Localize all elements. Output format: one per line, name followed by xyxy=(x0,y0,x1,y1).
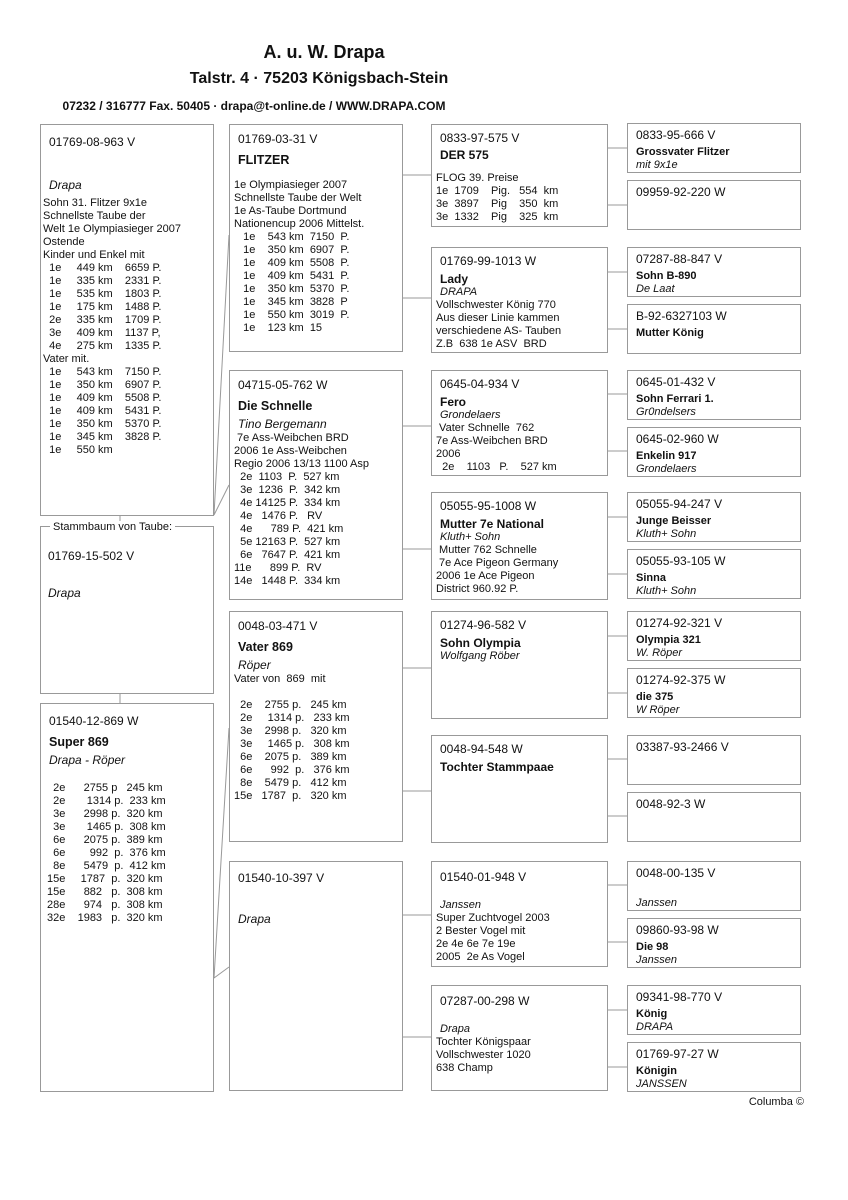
performance-text: Vater Schnelle 762 7e Ass-Weibchen BRD 2006 2e 1103 P. 527 km xyxy=(436,422,557,473)
breeder-name: Janssen xyxy=(636,954,677,966)
ring-number: 05055-95-1008 W xyxy=(440,499,537,513)
pigeon-name: Die 98 xyxy=(636,941,669,953)
ring-number: 0645-01-432 V xyxy=(636,375,716,389)
breeder-name: Drapa xyxy=(238,912,271,926)
pedigree-g4-box-8 xyxy=(627,611,801,661)
pedigree-g3-box-5 xyxy=(431,735,608,843)
copyright-footer: Columba © xyxy=(748,1096,804,1108)
performance-text: Mutter 762 Schnelle 7e Ace Pigeon Germany 2006 1e Ace Pigeon District 960.92 P. xyxy=(436,544,559,595)
ring-number: 0833-95-666 V xyxy=(636,128,716,142)
pedigree-g3-box-0 xyxy=(431,124,608,227)
ring-number: 01769-15-502 V xyxy=(48,549,135,563)
pigeon-name: Die Schnelle xyxy=(238,399,313,413)
breeder-name: Janssen xyxy=(440,899,481,911)
breeder-contact: 07232 / 316777 Fax. 50405 · drapa@t-online.de / WWW.DRAPA.COM xyxy=(62,99,446,113)
ring-number: B-92-6327103 W xyxy=(636,309,727,323)
breeder-name: Röper xyxy=(238,658,271,672)
performance-text: 1e Olympiasieger 2007 Schnellste Taube der Welt 1e As-Taube Dortmund Nationencup 2006 Mittelst. 1e 543 km 7150 P. 1e 350 km 6907 P. 1e 409 km 5508 P. 1e 409 km 5431 P. 1e 350 km 5370 P. 1e 345 km 3828 P 1e 550 km 3019 P. 1e 123 km 15 xyxy=(234,179,365,334)
breeder-name: Janssen xyxy=(636,897,677,909)
pigeon-name: DER 575 xyxy=(440,148,489,162)
pigeon-name: König xyxy=(636,1008,668,1020)
pigeon-name: Junge Beisser xyxy=(636,515,712,527)
pigeon-name: Königin xyxy=(636,1065,677,1077)
pedigree-g4-box-12 xyxy=(627,861,801,911)
ring-number: 0048-92-3 W xyxy=(636,797,706,811)
pigeon-name: Sohn Olympia xyxy=(440,636,521,650)
pedigree-g4-box-11 xyxy=(627,792,801,842)
breeder-name: Kluth+ Sohn xyxy=(440,531,501,543)
pedigree-g4-box-1 xyxy=(627,180,801,230)
pedigree-g2-box-1 xyxy=(229,370,403,600)
pedigree-g4-box-0 xyxy=(627,123,801,173)
pigeon-name: Mutter 7e National xyxy=(440,517,545,531)
connector-main-sire xyxy=(214,235,229,515)
pedigree-g2-box-0 xyxy=(229,124,403,352)
ring-number: 01769-08-963 V xyxy=(49,135,136,149)
ring-number: 0645-02-960 W xyxy=(636,432,719,446)
ring-number: 01540-10-397 V xyxy=(238,871,325,885)
breeder-name: Grondelaers xyxy=(636,463,697,475)
pedigree-g3-box-1 xyxy=(431,247,608,353)
pedigree-g3-box-2 xyxy=(431,370,608,476)
pigeon-name: Fero xyxy=(440,395,467,409)
pedigree-sire-box xyxy=(40,124,214,516)
performance-text: Sohn 31. Flitzer 9x1e Schnellste Taube der Welt 1e Olympiasieger 2007 Ostende Kinder und Enkel mit 1e 449 km 6659 P. 1e 335 km 2331 P. 1e 535 km 1803 P. 1e 175 km 1488 P. 2e 335 km 1709 P. 3e 409 km 1137 P, 4e 275 km 1335 P. Vater mit. 1e 543 km 7150 P. 1e 350 km 6907 P. 1e 409 km 5508 P. 1e 409 km 5431 P. 1e 350 km 5370 P. 1e 345 km 3828 P. 1e 550 km xyxy=(43,197,181,456)
pedigree-g4-box-15 xyxy=(627,1042,801,1092)
ring-number: 04715-05-762 W xyxy=(238,378,328,392)
pedigree-g3-box-7 xyxy=(431,985,608,1091)
pedigree-g4-box-14 xyxy=(627,985,801,1035)
breeder-name: W. Röper xyxy=(636,647,683,659)
pedigree-g3-box-6 xyxy=(431,861,608,967)
breeder-name: W Röper xyxy=(636,704,680,716)
ring-number: 01540-01-948 V xyxy=(440,870,527,884)
pigeon-name: Grossvater Flitzer xyxy=(636,146,730,158)
breeder-name: Drapa xyxy=(49,178,82,192)
pigeon-name: Olympia 321 xyxy=(636,634,701,646)
breeder-name: DRAPA xyxy=(636,1021,674,1033)
ring-number: 07287-88-847 V xyxy=(636,252,723,266)
pedigree-g4-box-6 xyxy=(627,492,801,542)
breeder-name: Kluth+ Sohn xyxy=(636,585,697,597)
pedigree-g2-box-2 xyxy=(229,611,403,842)
pedigree-g4-box-13 xyxy=(627,918,801,968)
pedigree-g2-box-3 xyxy=(229,861,403,1091)
ring-number: 09959-92-220 W xyxy=(636,185,726,199)
subject-label: Stammbaum von Taube: xyxy=(50,521,175,533)
breeder-name: Wolfgang Röber xyxy=(440,650,520,662)
breeder-name: De Laat xyxy=(636,283,675,295)
breeder-name: Drapa xyxy=(48,586,81,600)
breeder-name: Kluth+ Sohn xyxy=(636,528,697,540)
ring-number: 0048-94-548 W xyxy=(440,742,523,756)
ring-number: 05055-93-105 W xyxy=(636,554,726,568)
ring-number: 0048-00-135 V xyxy=(636,866,716,880)
connector-dam xyxy=(214,728,229,978)
breeder-name: Gr0ndelsers xyxy=(636,406,696,418)
breeder-address: Talstr. 4 · 75203 Königsbach-Stein xyxy=(189,70,449,87)
pedigree-subject-box xyxy=(40,527,214,693)
ring-number: 01769-99-1013 W xyxy=(440,254,537,268)
pedigree-g4-box-2 xyxy=(627,247,801,297)
ring-number: 0833-97-575 V xyxy=(440,131,520,145)
pigeon-name: Super 869 xyxy=(49,735,109,749)
pedigree-g4-box-4 xyxy=(627,370,801,420)
ring-number: 09860-93-98 W xyxy=(636,923,719,937)
performance-text: 7e Ass-Weibchen BRD 2006 1e Ass-Weibchen Regio 2006 13/13 1100 Asp 2e 1103 P. 527 km 3e 1236 P. 342 km 4e 14125 P. 334 km 4e 1476 P. RV 4e 789 P. 421 km 5e 12163 P. 527 km 6e 7647 P. 421 km 11e 899 P. RV 14e 1448 P. 334 km xyxy=(234,432,369,587)
pigeon-name: Enkelin 917 xyxy=(636,450,697,462)
breeder-name: Drapa - Röper xyxy=(49,753,126,767)
pedigree-g3-box-3 xyxy=(431,492,608,600)
pedigree-dam-box xyxy=(40,703,214,1092)
breeder-name: Drapa xyxy=(440,1023,470,1035)
ring-number: 01769-97-27 W xyxy=(636,1047,719,1061)
ring-number: 01769-03-31 V xyxy=(238,132,318,146)
pigeon-name xyxy=(636,883,800,897)
ring-number: 0048-03-471 V xyxy=(238,619,318,633)
performance-text: Super Zuchtvogel 2003 2 Bester Vogel mit 2e 4e 6e 7e 19e 2005 2e As Vogel xyxy=(436,912,550,963)
breeder-title: A. u. W. Drapa xyxy=(263,42,385,62)
pedigree-g4-box-3 xyxy=(627,304,801,354)
breeder-name: Tino Bergemann xyxy=(238,417,327,431)
pigeon-name: Tochter Stammpaae xyxy=(440,760,554,774)
performance-text: Tochter Königspaar Vollschwester 1020 638 Champ xyxy=(436,1036,531,1074)
performance-text: Vollschwester König 770 Aus dieser Linie kammen verschiedene AS- Tauben Z.B 638 1e ASV BRD xyxy=(436,299,562,350)
pigeon-name: Sohn Ferrari 1. xyxy=(636,393,714,405)
breeder-name: DRAPA xyxy=(440,286,478,298)
ring-number: 01274-96-582 V xyxy=(440,618,527,632)
performance-text: 2e 2755 p 245 km 2e 1314 p. 233 km 3e 2998 p. 320 km 3e 1465 p. 308 km 6e 2075 p. 389 km 6e 992 p. 376 km 8e 5479 p. 412 km 15e 1787 p. 320 km 15e 882 p. 308 km 28e 974 p. 308 km 32e 1983 p. 320 km xyxy=(47,782,166,924)
ring-number: 07287-00-298 W xyxy=(440,994,530,1008)
pigeon-name: Mutter König xyxy=(636,327,704,339)
pedigree-g3-box-4 xyxy=(431,611,608,719)
pigeon-name: Sohn B-890 xyxy=(636,270,697,282)
performance-text: Vater von 869 mit 2e 2755 p. 245 km 2e 1314 p. 233 km 3e 2998 p. 320 km 3e 1465 p. 308 km 6e 2075 p. 389 km 6e 992 p. 376 km 8e 5479 p. 412 km 15e 1787 p. 320 km xyxy=(234,673,350,802)
pedigree-g4-box-5 xyxy=(627,427,801,477)
pigeon-name: die 375 xyxy=(636,691,674,703)
ring-number: 01274-92-375 W xyxy=(636,673,726,687)
breeder-name: Grondelaers xyxy=(440,409,501,421)
pedigree-g4-box-9 xyxy=(627,668,801,718)
pedigree-g4-box-7 xyxy=(627,549,801,599)
pigeon-name: Vater 869 xyxy=(238,640,293,654)
ring-number: 0645-04-934 V xyxy=(440,377,520,391)
ring-number: 03387-93-2466 V xyxy=(636,740,729,754)
ring-number: 05055-94-247 V xyxy=(636,497,723,511)
pedigree-g4-box-10 xyxy=(627,735,801,785)
ring-number: 09341-98-770 V xyxy=(636,990,723,1004)
breeder-name: JANSSEN xyxy=(636,1078,687,1090)
pigeon-name: Lady xyxy=(440,272,469,286)
ring-number: 01540-12-869 W xyxy=(49,714,139,728)
breeder-name: mit 9x1e xyxy=(636,159,678,171)
performance-text: FLOG 39. Preise 1e 1709 Pig. 554 km 3e 3897 Pig 350 km 3e 1332 Pig 325 km xyxy=(436,172,559,223)
ring-number: 01274-92-321 V xyxy=(636,616,723,630)
pigeon-name: Sinna xyxy=(636,572,666,584)
pigeon-name: FLITZER xyxy=(238,153,290,167)
